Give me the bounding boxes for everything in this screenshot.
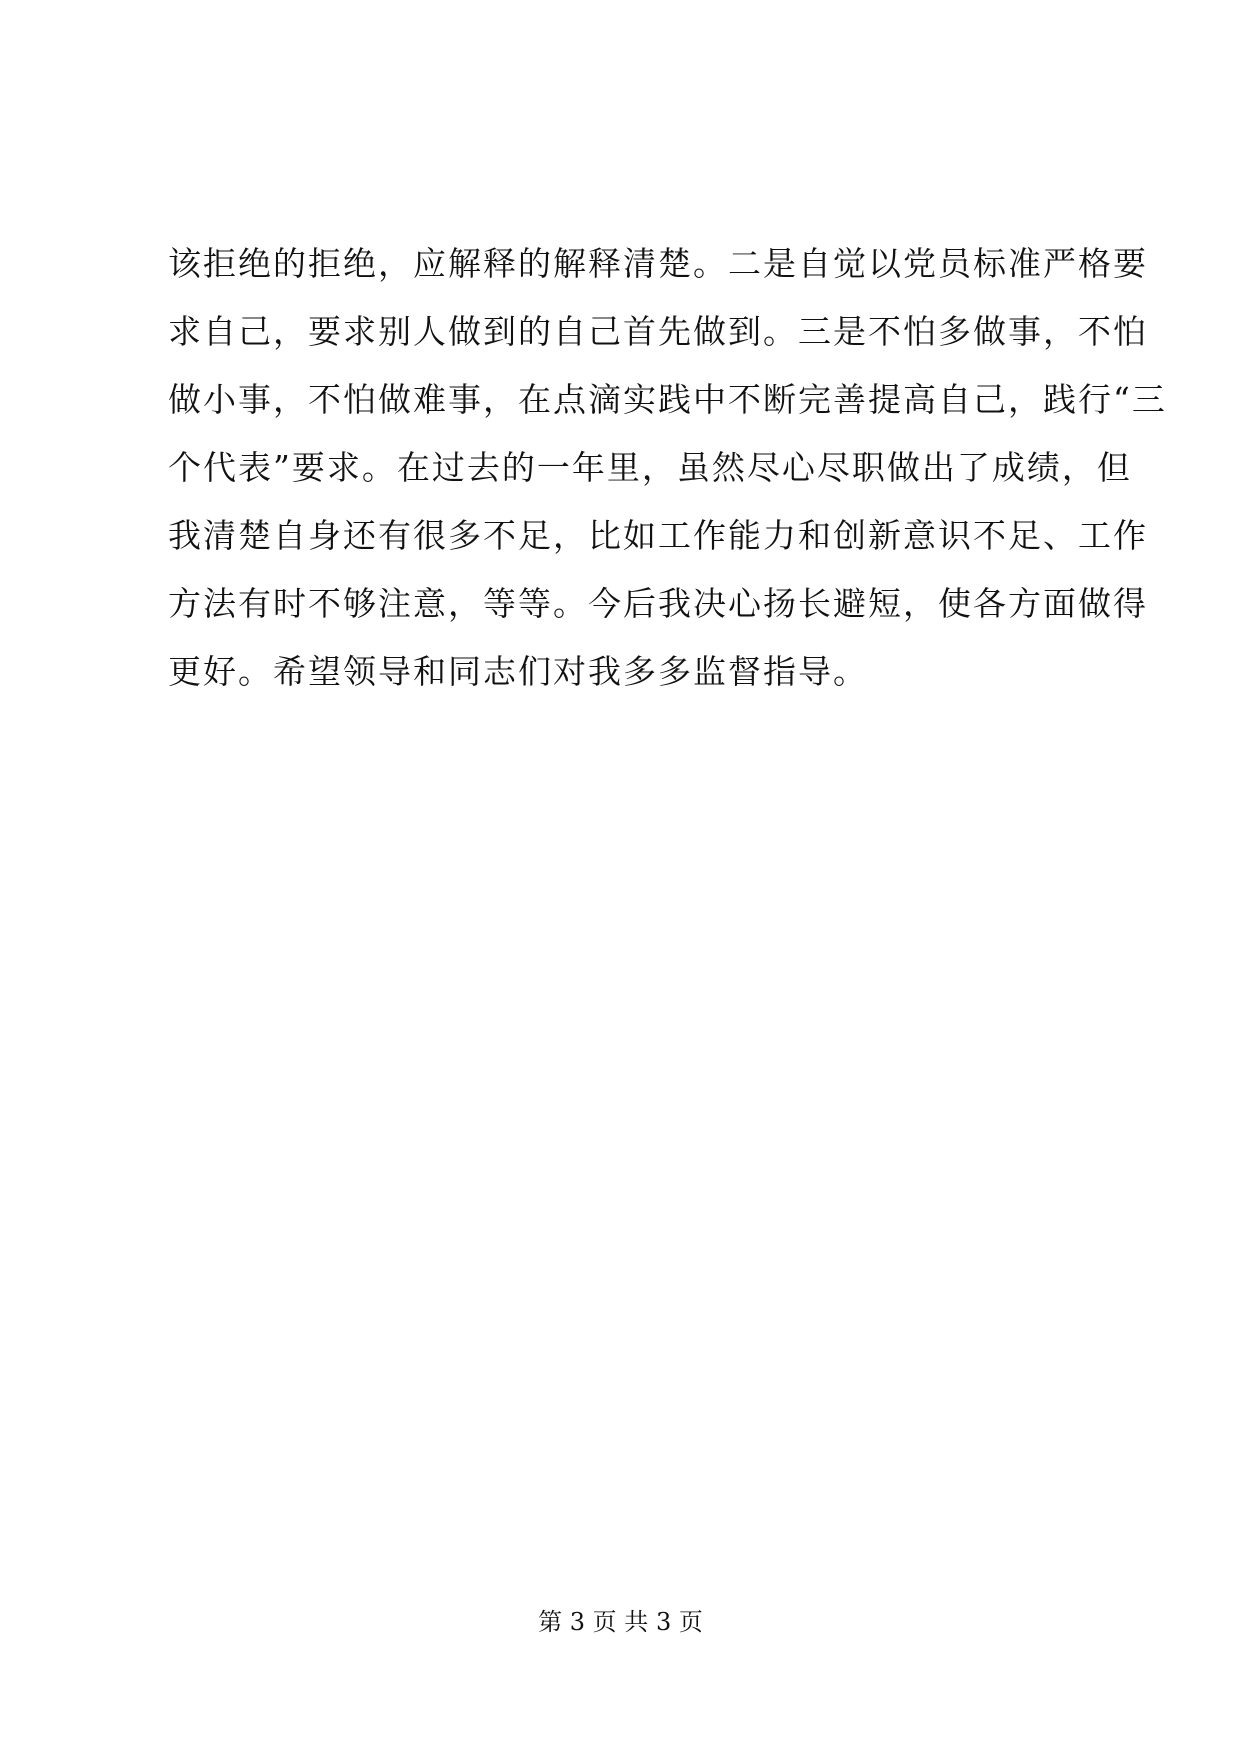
paragraph-line: 方法有时不够注意，等等。今后我决心扬长避短，使各方面做得 xyxy=(168,584,1148,623)
paragraph-line: 做小事，不怕做难事，在点滴实践中不断完善提高自己，践行“三 xyxy=(168,380,1167,419)
paragraph-line-last: 更好。希望领导和同志们对我多多监督指导。 xyxy=(168,652,868,691)
body-paragraph xyxy=(168,230,1167,706)
paragraph-line: 我清楚自身还有很多不足，比如工作能力和创新意识不足、工作 xyxy=(168,516,1148,555)
page-number-footer: 第 3 页 共 3 页 xyxy=(538,1608,703,1636)
paragraph-line: 求自己，要求别人做到的自己首先做到。三是不怕多做事，不怕 xyxy=(168,312,1148,351)
paragraph-line: 该拒绝的拒绝，应解释的解释清楚。二是自觉以党员标准严格要 xyxy=(168,244,1148,283)
paragraph-line: 个代表”要求。在过去的一年里，虽然尽心尽职做出了成绩，但 xyxy=(168,448,1132,487)
